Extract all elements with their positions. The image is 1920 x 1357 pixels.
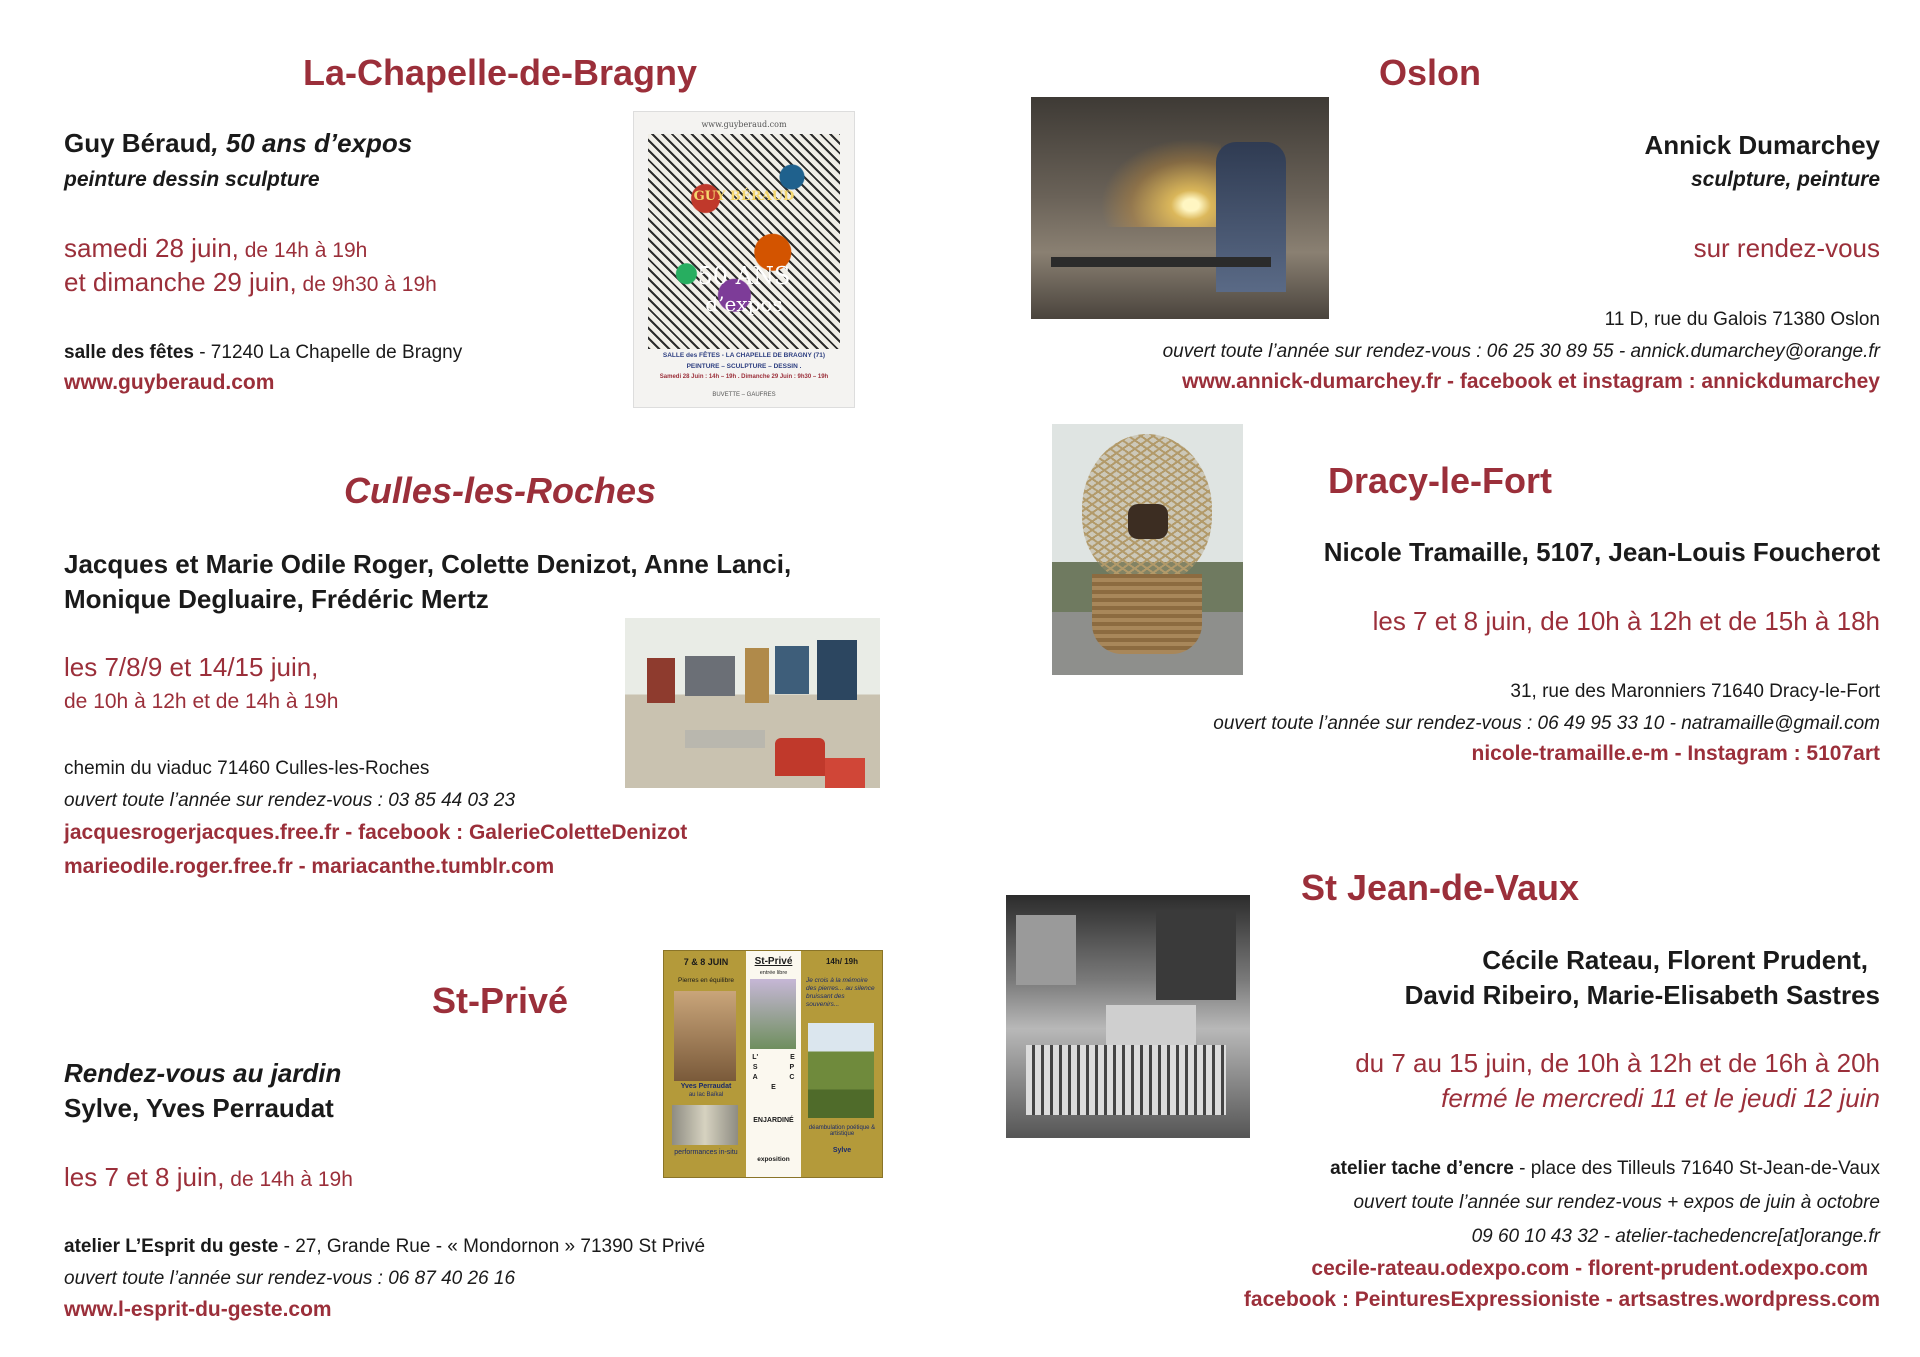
event-title <box>64 1058 341 1089</box>
poster-line-2: d’expos <box>705 292 783 316</box>
date: sur rendez-vous <box>1693 233 1880 263</box>
address: chemin du viaduc 71460 Culles-les-Roches <box>64 758 430 779</box>
workshop-photo <box>1031 97 1329 319</box>
time: de 10h à 12h et de 14h à 19h <box>64 690 339 713</box>
address: - 71240 La Chapelle de Bragny <box>193 342 463 363</box>
link-1[interactable]: cecile-rateau.odexpo.com - florent-prudent.odexpo.com <box>1311 1257 1868 1280</box>
contact: 09 60 10 43 32 - atelier-tachedencre[at]orange.fr <box>1471 1226 1880 1247</box>
venue-line <box>1000 1153 1880 1184</box>
date-1: samedi 28 juin, <box>64 233 239 263</box>
poster-right-top: 14h/ 19h <box>825 957 858 966</box>
expo-poster <box>633 111 855 408</box>
venue: salle des fêtes <box>64 342 194 363</box>
section-title-oslon: Oslon <box>1378 52 1481 93</box>
artist-names-1: Jacques et Marie Odile Roger, Colette Denizot, Anne Lanci, <box>64 549 792 579</box>
poster-right-quote: Je crois à la mémoire des pierres... au silence bruissant des souvenirs... <box>806 977 875 1008</box>
disciplines: peinture dessin sculpture <box>64 168 320 191</box>
time-2: de 9h30 à 19h <box>296 273 437 296</box>
poster-mid-expo: exposition <box>757 1156 790 1163</box>
poster-right-bottom: déambulation poétique & artistique <box>808 1125 876 1137</box>
gallery-photo <box>625 618 880 788</box>
artist-line <box>64 128 412 159</box>
time: de 14h à 19h <box>224 1168 353 1191</box>
venue: atelier L’Esprit du geste <box>64 1236 279 1257</box>
address: 11 D, rue du Galois 71380 Oslon <box>1604 309 1880 330</box>
disciplines: sculpture, peinture <box>1690 168 1880 191</box>
date-2: et dimanche 29 juin, <box>64 267 297 297</box>
poster-artist: GUY BÉRAUD <box>693 189 795 204</box>
section-title-stjean: St Jean-de-Vaux <box>1300 867 1580 908</box>
link-2[interactable]: marieodile.roger.free.fr - mariacanthe.tumblr.com <box>64 855 555 878</box>
date-line-1 <box>64 233 367 264</box>
hours: ouvert toute l’année sur rendez-vous : 06 49 95 33 10 - natramaille@gmail.com <box>1213 713 1880 734</box>
expo-title: , 50 ans d’expos <box>211 128 413 158</box>
painting <box>648 134 840 349</box>
website-link[interactable]: www.guyberaud.com <box>64 371 275 394</box>
address: - place des Tilleuls 71640 St-Jean-de-Vaux <box>1513 1158 1880 1179</box>
section-title-dracy: Dracy-le-Fort <box>1327 460 1553 501</box>
hours: ouvert toute l’année sur rendez-vous : 03 85 44 03 23 <box>64 790 516 811</box>
poster-dates: Samedi 28 Juin : 14h – 19h . Dimanche 29 Juin : 9h30 – 19h <box>659 374 829 380</box>
closed-days: fermé le mercredi 11 et le jeudi 12 juin <box>1441 1083 1880 1113</box>
poster-venue: SALLE des FÊTES - LA CHAPELLE DE BRAGNY (71) <box>662 352 826 359</box>
poster-url: www.guyberaud.com <box>701 120 787 129</box>
poster-footer: BUVETTE – GAUFRES <box>712 392 776 398</box>
venue-line <box>64 1231 705 1262</box>
artist-names-1: Cécile Rateau, Florent Prudent, <box>1482 945 1868 975</box>
link-2[interactable]: facebook : PeinturesExpressioniste - artsastres.wordpress.com <box>1243 1288 1880 1311</box>
stprive-poster <box>663 950 883 1178</box>
poster-mid-word: ENJARDINÉ <box>753 1117 794 1124</box>
website-link[interactable]: www.l-esprit-du-geste.com <box>64 1298 332 1321</box>
hours: ouvert toute l’année sur rendez-vous + expos de juin à octobre <box>1353 1192 1880 1213</box>
poster-line-1: 50 ANS <box>697 262 791 290</box>
date: les 7/8/9 et 14/15 juin, <box>64 652 319 682</box>
time-1: de 14h à 19h <box>238 239 368 262</box>
poster-left-bottom: performances in-situ <box>674 1149 738 1156</box>
poster-mid-letters: L' E S P A C E <box>752 1054 795 1091</box>
section-title-culles: Culles-les-Roches <box>343 470 657 511</box>
address: - 27, Grande Rue - « Mondornon » 71390 St Privé <box>278 1236 706 1257</box>
date-line-2 <box>64 267 437 298</box>
poster-right-name: Sylve <box>832 1147 852 1154</box>
poster-left-name-sub: au lac Baïkal <box>688 1092 724 1098</box>
section-title-chapelle: La-Chapelle-de-Bragny <box>302 52 698 93</box>
venue-line <box>64 337 462 368</box>
address: 31, rue des Maronniers 71640 Dracy-le-Fort <box>1510 681 1880 702</box>
poster-mid-sub: entrée libre <box>759 970 788 976</box>
date: les 7 et 8 juin, de 10h à 12h et de 15h à 18h <box>1372 606 1880 636</box>
artist-name: Guy Béraud <box>64 128 212 158</box>
date: les 7 et 8 juin, <box>64 1162 225 1192</box>
hours: ouvert toute l’année sur rendez-vous : 06 87 40 26 16 <box>64 1268 516 1289</box>
artist-names-2: Monique Degluaire, Frédéric Mertz <box>64 584 489 614</box>
hours: ouvert toute l’année sur rendez-vous : 06 25 30 89 55 - annick.dumarchey@orange.fr <box>1162 341 1880 362</box>
poster-sub: PEINTURE – SCULPTURE – DESSIN . <box>686 363 802 370</box>
artist-names-2: David Ribeiro, Marie-Elisabeth Sastres <box>1404 980 1880 1010</box>
date: du 7 au 15 juin, de 10h à 12h et de 16h à 20h <box>1355 1048 1880 1078</box>
artist-names: Annick Dumarchey <box>1644 130 1880 160</box>
poster-mid-title: St-Privé <box>754 956 793 967</box>
artist-names: Sylve, Yves Perraudat <box>64 1093 334 1123</box>
poster-left-name: Yves Perraudat <box>680 1083 732 1090</box>
venue: atelier tache d’encre <box>1330 1158 1514 1179</box>
artist-names: Nicole Tramaille, 5107, Jean-Louis Foucherot <box>1323 537 1880 567</box>
website-link[interactable]: www.annick-dumarchey.fr - facebook et instagram : annickdumarchey <box>1182 370 1880 393</box>
link-1[interactable]: jacquesrogerjacques.free.fr - facebook : GalerieColetteDenizot <box>64 821 688 844</box>
date-line <box>64 1162 353 1193</box>
poster-left-sub: Pierres en équilibre <box>677 977 734 984</box>
section-title-stprive: St-Privé <box>431 980 569 1021</box>
event-name: Rendez-vous au jardin <box>64 1058 342 1088</box>
poster-left-top: 7 & 8 JUIN <box>683 957 729 967</box>
website-link[interactable]: nicole-tramaille.e-m - Instagram : 5107art <box>1471 742 1880 765</box>
